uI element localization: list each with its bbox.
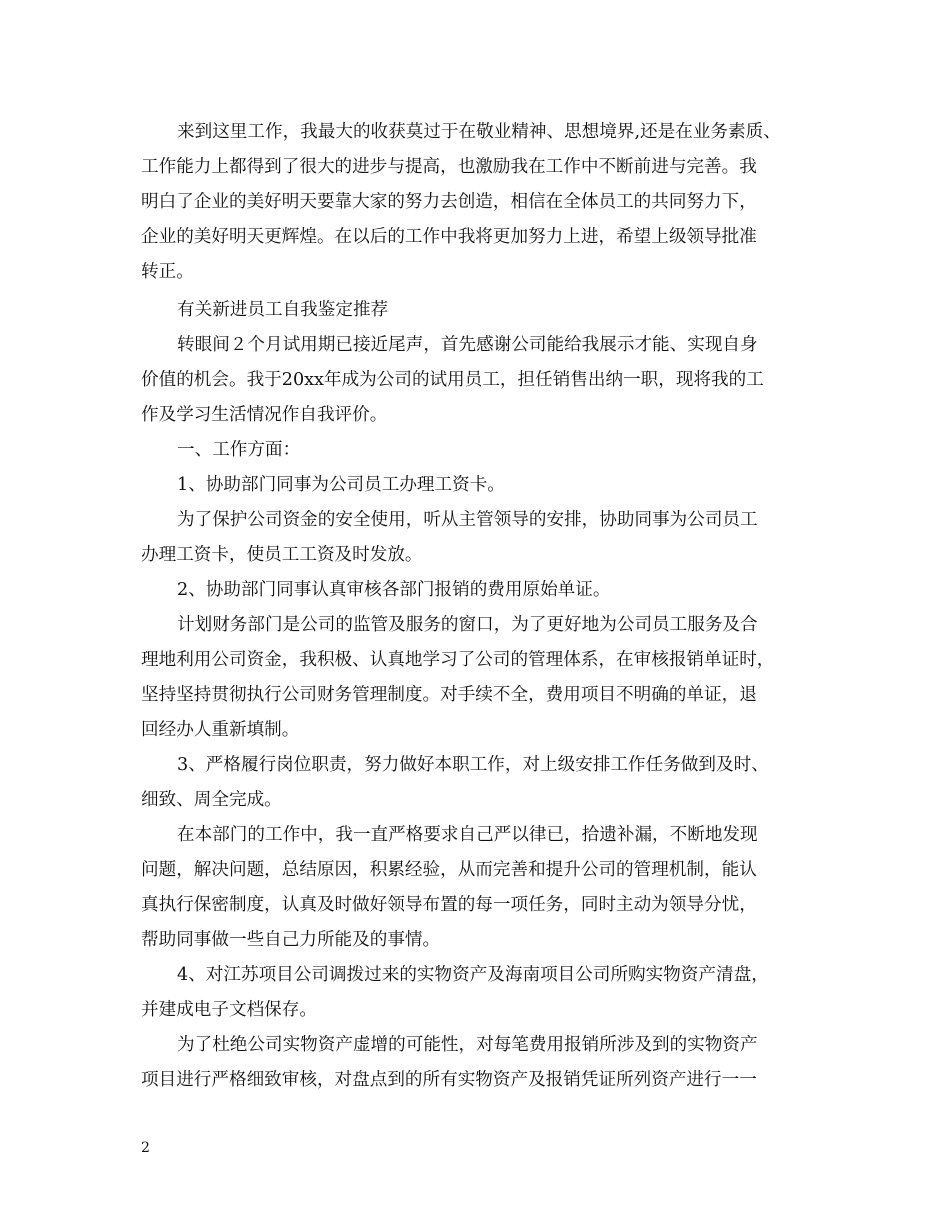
text-line: 为了杜绝公司实物资产虚增的可能性，对每笔费用报销所涉及到的实物资产 [177, 1035, 758, 1055]
page-number: 2 [141, 1140, 150, 1156]
text-line: 真执行保密制度，认真及时做好领导布置的每一项任务，同时主动为领导分忧， [141, 895, 757, 915]
text-line: 问题，解决问题，总结原因，积累经验，从而完善和提升公司的管理机制，能认 [141, 860, 757, 880]
text-line: 计划财务部门是公司的监管及服务的窗口，为了更好地为公司员工服务及合 [177, 615, 758, 635]
text-line: 项目进行严格细致审核，对盘点到的所有实物资产及报销凭证所列资产进行一一 [141, 1070, 757, 1090]
text-line: 回经办人重新填制。 [141, 720, 300, 740]
text-line: 企业的美好明天更辉煌。在以后的工作中我将更加努力上进，希望上级领导批准 [141, 227, 757, 247]
text-line: 来到这里工作，我最大的收获莫过于在敬业精神、思想境界,还是在业务素质、 [177, 122, 781, 142]
list-item-heading: 2、协助部门同事认真审核各部门报销的费用原始单证。 [177, 580, 611, 600]
text-line: 帮助同事做一些自己力所能及的事情。 [141, 930, 441, 950]
list-item-heading: 3、严格履行岗位职责，努力做好本职工作，对上级安排工作任务做到及时、 [177, 755, 769, 775]
text-line: 明白了企业的美好明天要靠大家的努力去创造，相信在全体员工的共同努力下， [141, 192, 757, 212]
list-item-heading: 4、对江苏项目公司调拨过来的实物资产及海南项目公司所购实物资产清盘， [177, 965, 769, 985]
text-line: 转眼间２个月试用期已接近尾声，首先感谢公司能给我展示才能、实现自身 [177, 335, 758, 355]
section-heading: 有关新进员工自我鉴定推荐 [177, 300, 389, 320]
list-item-heading: 1、协助部门同事为公司员工办理工资卡。 [177, 475, 505, 495]
text-line: 并建成电子文档保存。 [141, 1000, 317, 1020]
text-line: 坚持坚持贯彻执行公司财务管理制度。对手续不全，费用项目不明确的单证，退 [141, 685, 757, 705]
section-heading: 一、工作方面： [177, 440, 301, 460]
text-line: 细致、周全完成。 [141, 790, 282, 810]
text-line: 为了保护公司资金的安全使用，听从主管领导的安排，协助同事为公司员工 [177, 510, 758, 530]
text-line: 价值的机会。我于20xx年成为公司的试用员工，担任销售出纳一职，现将我的工 [141, 370, 764, 390]
text-line: 办理工资卡，使员工工资及时发放。 [141, 545, 423, 565]
text-line: 转正。 [141, 262, 194, 282]
text-line: 工作能力上都得到了很大的进步与提高，也激励我在工作中不断前进与完善。我 [141, 157, 757, 177]
text-line: 作及学习生活情况作自我评价。 [141, 405, 388, 425]
text-line: 在本部门的工作中，我一直严格要求自己严以律已，拾遗补漏，不断地发现 [177, 825, 758, 845]
text-line: 理地利用公司资金，我积极、认真地学习了公司的管理体系，在审核报销单证时， [141, 650, 775, 670]
